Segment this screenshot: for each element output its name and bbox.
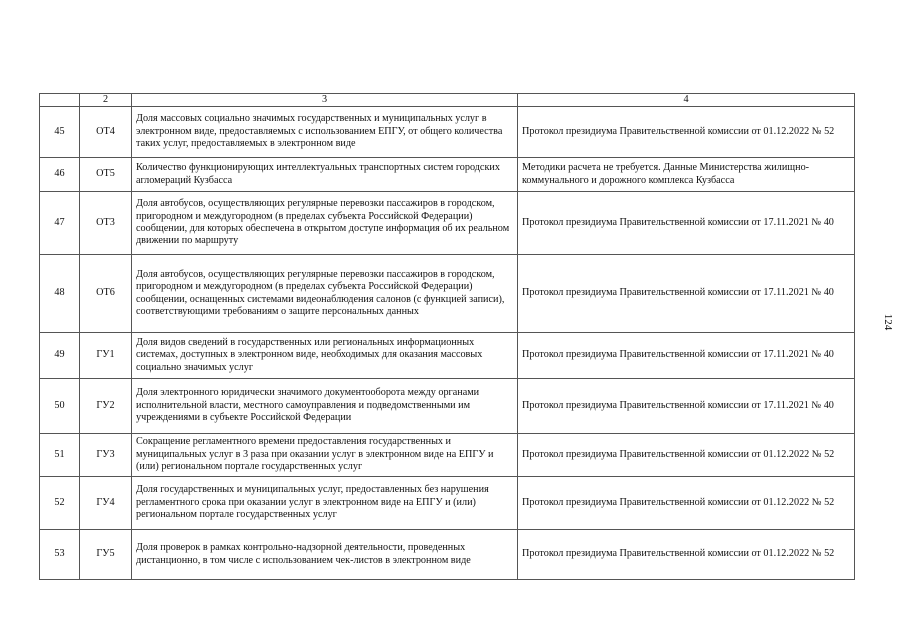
indicators-table xyxy=(39,93,855,580)
table-row xyxy=(40,333,855,379)
row-number: 51 xyxy=(40,434,80,477)
row-number: 49 xyxy=(40,333,80,379)
indicator-source: Протокол президиума Правительственной комиссии от 01.12.2022 № 52 xyxy=(518,434,855,477)
table-row xyxy=(40,434,855,477)
row-number: 45 xyxy=(40,107,80,158)
header-cell-1 xyxy=(40,94,80,107)
indicator-code: ОТ4 xyxy=(80,107,132,158)
indicator-description: Доля массовых социально значимых государственных и муниципальных услуг в электронном виде, предоставляемых с использованием ЕПГУ, от общего количества таких услуг, предоставляемых в электронном виде xyxy=(132,107,518,158)
indicator-source: Протокол президиума Правительственной комиссии от 01.12.2022 № 52 xyxy=(518,530,855,580)
header-cell-2: 2 xyxy=(80,94,132,107)
row-number: 47 xyxy=(40,192,80,255)
indicator-source: Протокол президиума Правительственной комиссии от 17.11.2021 № 40 xyxy=(518,255,855,333)
table-row xyxy=(40,107,855,158)
row-number: 48 xyxy=(40,255,80,333)
table-row xyxy=(40,158,855,192)
indicator-description: Количество функционирующих интеллектуальных транспортных систем городских агломераций Кузбасса xyxy=(132,158,518,192)
table-header-row xyxy=(40,94,855,107)
indicator-code: ГУ3 xyxy=(80,434,132,477)
indicator-source: Методики расчета не требуется. Данные Министерства жилищно-коммунального и дорожного комплекса Кузбасса xyxy=(518,158,855,192)
indicator-description: Доля автобусов, осуществляющих регулярные перевозки пассажиров в городском, пригородном и междугородном (в пределах субъекта Российской Федерации) сообщении, оснащенных системами видеонаблюдения салонов (с функцией записи), соответствующими требованиям о защите персональных данных xyxy=(132,255,518,333)
indicator-source: Протокол президиума Правительственной комиссии от 01.12.2022 № 52 xyxy=(518,477,855,530)
table-row xyxy=(40,477,855,530)
indicator-source: Протокол президиума Правительственной комиссии от 01.12.2022 № 52 xyxy=(518,107,855,158)
indicator-description: Доля автобусов, осуществляющих регулярные перевозки пассажиров в городском, пригородном и междугородном (в пределах субъекта Российской Федерации) сообщении, для которых обеспечена в открытом доступе информация об их реальном движении по маршруту xyxy=(132,192,518,255)
table-row xyxy=(40,255,855,333)
indicator-source: Протокол президиума Правительственной комиссии от 17.11.2021 № 40 xyxy=(518,333,855,379)
indicator-code: ГУ2 xyxy=(80,379,132,434)
indicator-code: ОТ5 xyxy=(80,158,132,192)
indicator-description: Доля государственных и муниципальных услуг, предоставленных без нарушения регламентного срока при оказании услуг в электронном виде на ЕПГУ и (или) региональном портале государственных услуг xyxy=(132,477,518,530)
row-number: 53 xyxy=(40,530,80,580)
row-number: 52 xyxy=(40,477,80,530)
row-number: 46 xyxy=(40,158,80,192)
indicator-source: Протокол президиума Правительственной комиссии от 17.11.2021 № 40 xyxy=(518,192,855,255)
header-cell-3: 3 xyxy=(132,94,518,107)
indicator-code: ГУ4 xyxy=(80,477,132,530)
indicator-code: ОТ3 xyxy=(80,192,132,255)
indicator-description: Сокращение регламентного времени предоставления государственных и муниципальных услуг в 3 раза при оказании услуг в электронном виде на ЕПГУ и (или) региональном портале государственных услуг xyxy=(132,434,518,477)
indicator-description: Доля проверок в рамках контрольно-надзорной деятельности, проведенных дистанционно, в том числе с использованием чек-листов в электронном виде xyxy=(132,530,518,580)
header-cell-4: 4 xyxy=(518,94,855,107)
row-number: 50 xyxy=(40,379,80,434)
table-row xyxy=(40,379,855,434)
table-row xyxy=(40,530,855,580)
indicator-description: Доля электронного юридически значимого документооборота между органами исполнительной власти, местного самоуправления и подведомственными им учреждениями в субъекте Российской Федерации xyxy=(132,379,518,434)
indicator-code: ГУ1 xyxy=(80,333,132,379)
table-row xyxy=(40,192,855,255)
indicator-description: Доля видов сведений в государственных или региональных информационных системах, доступных в электронном виде, необходимых для оказания массовых социально значимых услуг xyxy=(132,333,518,379)
indicator-code: ОТ6 xyxy=(80,255,132,333)
indicator-code: ГУ5 xyxy=(80,530,132,580)
page-number: 124 xyxy=(882,313,894,331)
indicator-source: Протокол президиума Правительственной комиссии от 17.11.2021 № 40 xyxy=(518,379,855,434)
